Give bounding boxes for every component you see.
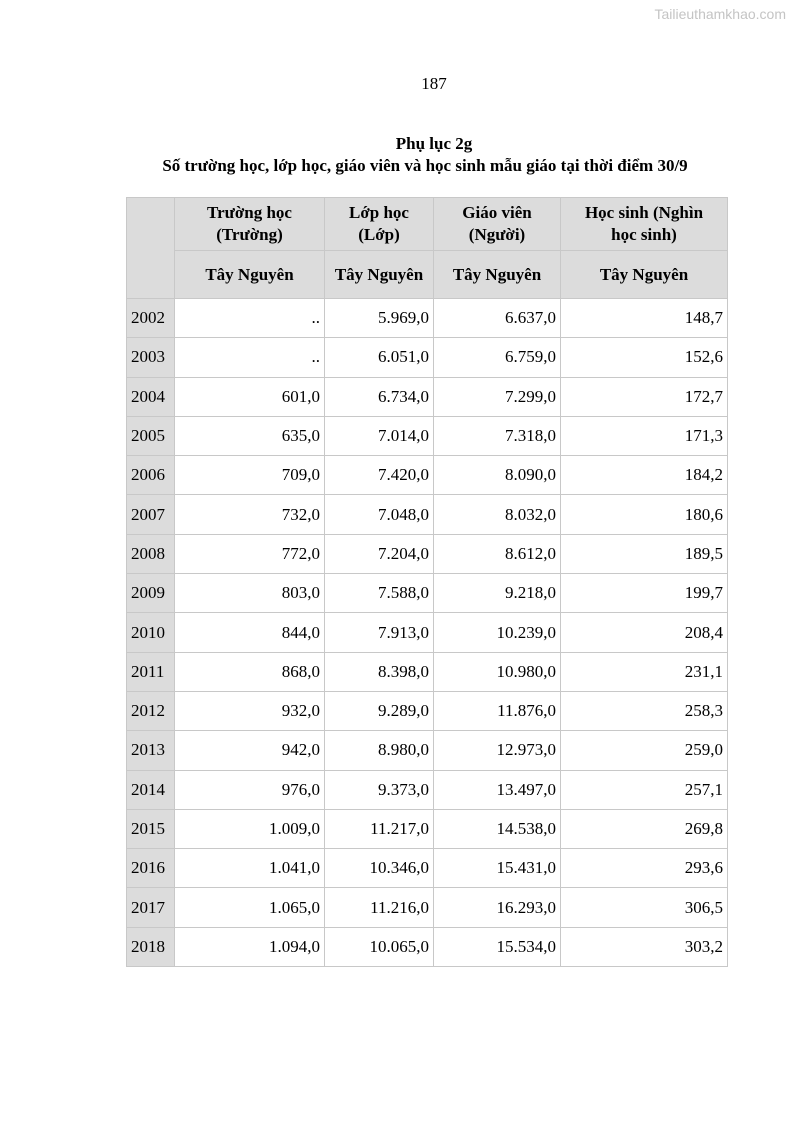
header-row-units — [127, 198, 728, 251]
region-label: Tây Nguyên — [175, 251, 325, 299]
teachers-cell: 8.090,0 — [434, 456, 561, 495]
year-cell: 2010 — [127, 613, 175, 652]
table-row — [127, 770, 728, 809]
students-cell: 148,7 — [561, 299, 728, 338]
teachers-cell: 7.299,0 — [434, 377, 561, 416]
classes-cell: 11.217,0 — [325, 809, 434, 848]
table-subtitle: Số trường học, lớp học, giáo viên và học sinh mẫu giáo tại thời điểm 30/9 — [162, 156, 688, 175]
table-row — [127, 416, 728, 455]
students-cell: 306,5 — [561, 888, 728, 927]
schools-cell: 1.094,0 — [175, 927, 325, 966]
students-cell: 293,6 — [561, 849, 728, 888]
year-cell: 2002 — [127, 299, 175, 338]
year-cell: 2004 — [127, 377, 175, 416]
schools-cell: .. — [175, 299, 325, 338]
header-schools: Trường học (Trường) — [175, 198, 325, 251]
teachers-cell: 10.239,0 — [434, 613, 561, 652]
table-row — [127, 377, 728, 416]
year-cell: 2006 — [127, 456, 175, 495]
classes-cell: 10.065,0 — [325, 927, 434, 966]
table-row — [127, 456, 728, 495]
students-cell: 172,7 — [561, 377, 728, 416]
students-cell: 171,3 — [561, 416, 728, 455]
year-cell: 2003 — [127, 338, 175, 377]
year-cell: 2007 — [127, 495, 175, 534]
table-row — [127, 809, 728, 848]
header-classes: Lớp học (Lớp) — [325, 198, 434, 251]
schools-cell: 976,0 — [175, 770, 325, 809]
year-cell: 2009 — [127, 574, 175, 613]
schools-cell: 601,0 — [175, 377, 325, 416]
teachers-cell: 9.218,0 — [434, 574, 561, 613]
teachers-cell: 7.318,0 — [434, 416, 561, 455]
schools-cell: 635,0 — [175, 416, 325, 455]
schools-cell: 844,0 — [175, 613, 325, 652]
schools-cell: 709,0 — [175, 456, 325, 495]
teachers-cell: 10.980,0 — [434, 652, 561, 691]
schools-cell: 868,0 — [175, 652, 325, 691]
table-row — [127, 888, 728, 927]
schools-cell: 942,0 — [175, 731, 325, 770]
teachers-cell: 12.973,0 — [434, 731, 561, 770]
year-cell: 2011 — [127, 652, 175, 691]
schools-cell: 772,0 — [175, 534, 325, 573]
classes-cell: 10.346,0 — [325, 849, 434, 888]
watermark: Tailieuthamkhao.com — [654, 6, 786, 22]
region-label: Tây Nguyên — [325, 251, 434, 299]
header-corner-cell — [127, 198, 175, 299]
teachers-cell: 15.534,0 — [434, 927, 561, 966]
header-students: Học sinh (Nghìn học sinh) — [561, 198, 728, 251]
year-cell: 2013 — [127, 731, 175, 770]
appendix-title: Phụ lục 2g — [395, 134, 473, 153]
classes-cell: 7.420,0 — [325, 456, 434, 495]
header-teachers: Giáo viên (Người) — [434, 198, 561, 251]
classes-cell: 7.204,0 — [325, 534, 434, 573]
classes-cell: 11.216,0 — [325, 888, 434, 927]
data-table — [126, 197, 728, 967]
classes-cell: 5.969,0 — [325, 299, 434, 338]
classes-cell: 7.014,0 — [325, 416, 434, 455]
teachers-cell: 6.759,0 — [434, 338, 561, 377]
table-row — [127, 495, 728, 534]
classes-cell: 7.048,0 — [325, 495, 434, 534]
students-cell: 184,2 — [561, 456, 728, 495]
students-cell: 303,2 — [561, 927, 728, 966]
teachers-cell: 16.293,0 — [434, 888, 561, 927]
teachers-cell: 15.431,0 — [434, 849, 561, 888]
year-cell: 2005 — [127, 416, 175, 455]
classes-cell: 8.398,0 — [325, 652, 434, 691]
table-row — [127, 652, 728, 691]
year-cell: 2008 — [127, 534, 175, 573]
students-cell: 180,6 — [561, 495, 728, 534]
schools-cell: 932,0 — [175, 691, 325, 730]
table-row — [127, 299, 728, 338]
teachers-cell: 6.637,0 — [434, 299, 561, 338]
teachers-cell: 11.876,0 — [434, 691, 561, 730]
teachers-cell: 14.538,0 — [434, 809, 561, 848]
page-number: 187 — [421, 74, 447, 93]
students-cell: 231,1 — [561, 652, 728, 691]
teachers-cell: 8.612,0 — [434, 534, 561, 573]
schools-cell: 1.065,0 — [175, 888, 325, 927]
region-label: Tây Nguyên — [434, 251, 561, 299]
students-cell: 258,3 — [561, 691, 728, 730]
students-cell: 259,0 — [561, 731, 728, 770]
table-row — [127, 691, 728, 730]
teachers-cell: 13.497,0 — [434, 770, 561, 809]
table-row — [127, 534, 728, 573]
year-cell: 2017 — [127, 888, 175, 927]
classes-cell: 8.980,0 — [325, 731, 434, 770]
classes-cell: 7.588,0 — [325, 574, 434, 613]
schools-cell: 1.041,0 — [175, 849, 325, 888]
table-row — [127, 574, 728, 613]
classes-cell: 6.734,0 — [325, 377, 434, 416]
students-cell: 189,5 — [561, 534, 728, 573]
table-row — [127, 731, 728, 770]
classes-cell: 9.289,0 — [325, 691, 434, 730]
classes-cell: 7.913,0 — [325, 613, 434, 652]
year-cell: 2012 — [127, 691, 175, 730]
students-cell: 199,7 — [561, 574, 728, 613]
table-row — [127, 927, 728, 966]
teachers-cell: 8.032,0 — [434, 495, 561, 534]
table-row — [127, 613, 728, 652]
year-cell: 2015 — [127, 809, 175, 848]
schools-cell: .. — [175, 338, 325, 377]
table-row — [127, 338, 728, 377]
year-cell: 2014 — [127, 770, 175, 809]
table-body — [127, 299, 728, 967]
students-cell: 208,4 — [561, 613, 728, 652]
table-row — [127, 849, 728, 888]
region-label: Tây Nguyên — [561, 251, 728, 299]
schools-cell: 1.009,0 — [175, 809, 325, 848]
students-cell: 269,8 — [561, 809, 728, 848]
classes-cell: 9.373,0 — [325, 770, 434, 809]
students-cell: 257,1 — [561, 770, 728, 809]
header-row-region — [127, 251, 728, 299]
schools-cell: 732,0 — [175, 495, 325, 534]
year-cell: 2016 — [127, 849, 175, 888]
students-cell: 152,6 — [561, 338, 728, 377]
schools-cell: 803,0 — [175, 574, 325, 613]
year-cell: 2018 — [127, 927, 175, 966]
classes-cell: 6.051,0 — [325, 338, 434, 377]
